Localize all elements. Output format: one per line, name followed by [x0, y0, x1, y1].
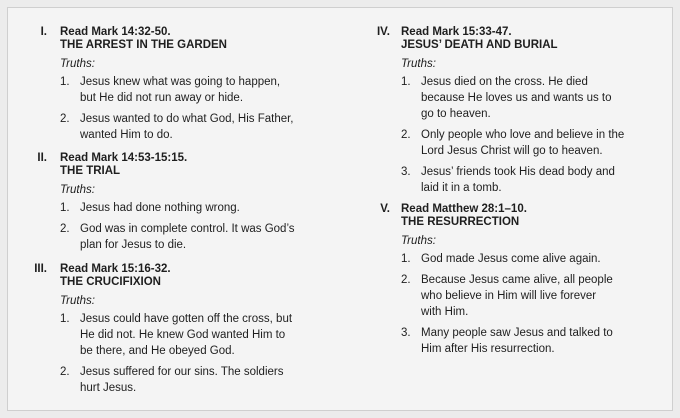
item-number: 3. [401, 327, 411, 339]
item-text [80, 111, 350, 143]
item-line: Many people saw Jesus and talked to [421, 327, 613, 339]
item-text [421, 325, 669, 357]
truths-label: Truths: [60, 58, 95, 70]
item-line: Jesus knew what was going to happen, [80, 76, 281, 88]
item-text [421, 74, 669, 122]
section-heading [8, 25, 350, 53]
list-item [349, 127, 669, 159]
truths-label: Truths: [60, 295, 95, 307]
item-line: Jesus’ friends took His dead body and [421, 166, 615, 178]
scripture-reference: Read Matthew 28:1–10. [401, 203, 527, 215]
truths-list [349, 74, 669, 196]
item-number: 2. [60, 113, 70, 125]
item-number: 2. [401, 274, 411, 286]
list-item [8, 311, 350, 359]
truths-label: Truths: [401, 235, 436, 247]
item-line: go to heaven. [421, 108, 491, 120]
scripture-reference: Read Mark 14:32-50. [60, 26, 171, 38]
truths-list [8, 200, 350, 253]
truths-label: Truths: [60, 184, 95, 196]
section-trial [8, 151, 350, 258]
list-item [8, 111, 350, 143]
item-line: God was in complete control. It was God’s [80, 223, 295, 235]
item-line: Only people who love and believe in the [421, 129, 625, 141]
item-text [80, 311, 350, 359]
list-item [349, 74, 669, 122]
item-number: 1. [60, 76, 70, 88]
item-line: hurt Jesus. [80, 382, 137, 394]
scripture-reference: Read Mark 15:16-32. [60, 263, 171, 275]
item-number: 2. [401, 129, 411, 141]
item-line: Jesus wanted to do what God, His Father, [80, 113, 294, 125]
item-line: be there, and He obeyed God. [80, 345, 235, 357]
item-text [80, 200, 350, 216]
item-line: Jesus had done nothing wrong. [80, 202, 240, 214]
section-numeral: V. [380, 203, 390, 215]
item-line: with Him. [421, 306, 469, 318]
scripture-reference: Read Mark 15:33-47. [401, 26, 512, 38]
item-line: Him after His resurrection. [421, 343, 555, 355]
section-heading [8, 151, 350, 179]
item-number: 2. [60, 223, 70, 235]
section-title: JESUS’ DEATH AND BURIAL [401, 39, 558, 51]
item-number: 3. [401, 166, 411, 178]
truths-list [8, 311, 350, 396]
item-number: 1. [401, 76, 411, 88]
item-line: laid it in a tomb. [421, 182, 502, 194]
item-line: plan for Jesus to die. [80, 239, 187, 251]
item-line: He did not. He knew God wanted Him to [80, 329, 286, 341]
item-line: Lord Jesus Christ will go to heaven. [421, 145, 603, 157]
item-text [421, 127, 669, 159]
section-numeral: II. [37, 152, 47, 164]
list-item [349, 251, 669, 267]
section-title: THE ARREST IN THE GARDEN [60, 39, 227, 51]
item-text [80, 221, 350, 253]
section-title: THE TRIAL [60, 165, 121, 177]
item-number: 1. [60, 202, 70, 214]
item-line: Because Jesus came alive, all people [421, 274, 613, 286]
item-text [421, 164, 669, 196]
truths-list [349, 251, 669, 357]
list-item [349, 325, 669, 357]
item-line: wanted Him to do. [80, 129, 173, 141]
section-title: THE RESURRECTION [401, 216, 520, 228]
item-line: God made Jesus come alive again. [421, 253, 601, 265]
item-text [80, 364, 350, 396]
list-item [349, 164, 669, 196]
scripture-reference: Read Mark 14:53-15:15. [60, 152, 188, 164]
section-heading [349, 202, 669, 230]
section-title: THE CRUCIFIXION [60, 276, 161, 288]
item-number: 1. [60, 313, 70, 325]
item-line: but He did not run away or hide. [80, 92, 244, 104]
section-numeral: III. [34, 263, 47, 275]
item-number: 1. [401, 253, 411, 265]
item-line: Jesus suffered for our sins. The soldiers [80, 366, 284, 378]
item-number: 2. [60, 366, 70, 378]
item-line: because He loves us and wants us to [421, 92, 612, 104]
item-text [80, 74, 350, 106]
list-item [8, 364, 350, 396]
item-line: who believe in Him will live forever [421, 290, 597, 302]
truths-list [8, 74, 350, 143]
item-text [421, 272, 669, 320]
item-line: Jesus died on the cross. He died [421, 76, 588, 88]
section-heading [349, 25, 669, 53]
section-death-and-burial [349, 25, 669, 201]
list-item [8, 74, 350, 106]
item-line: Jesus could have gotten off the cross, but [80, 313, 293, 325]
section-numeral: IV. [376, 26, 390, 38]
list-item [349, 272, 669, 320]
item-text [421, 251, 669, 267]
section-arrest [8, 25, 350, 148]
section-resurrection [349, 202, 669, 362]
section-crucifixion [8, 262, 350, 401]
section-heading [8, 262, 350, 290]
truths-label: Truths: [401, 58, 436, 70]
section-numeral: I. [40, 26, 47, 38]
list-item [8, 200, 350, 216]
study-outline-card [7, 7, 673, 411]
list-item [8, 221, 350, 253]
